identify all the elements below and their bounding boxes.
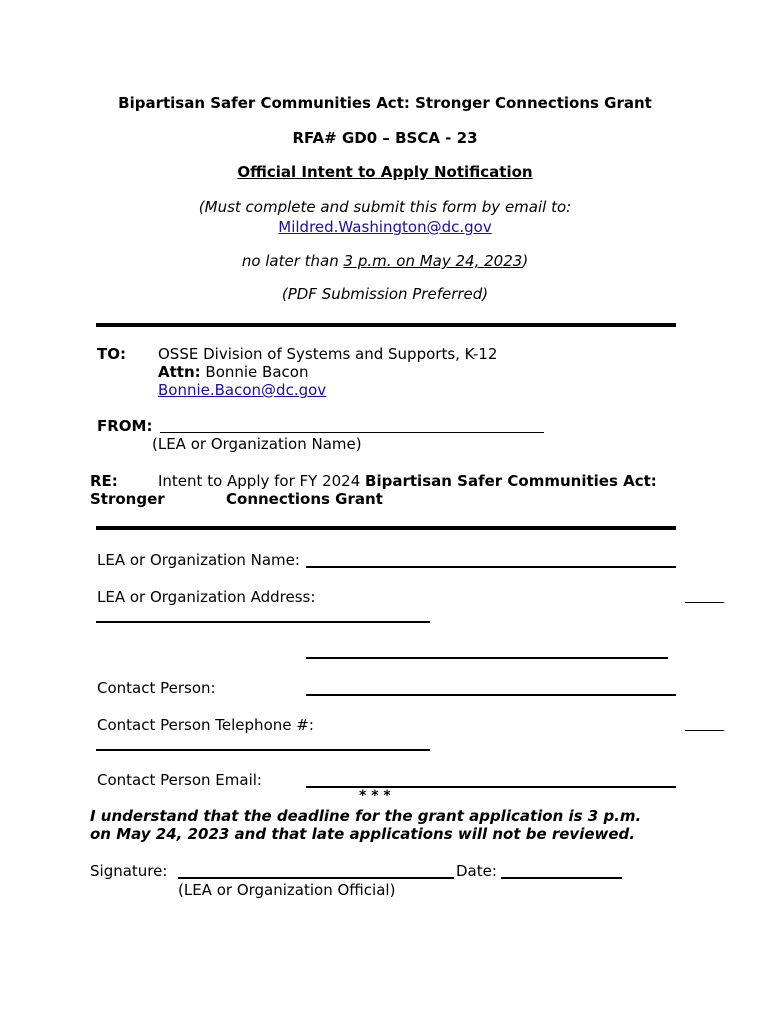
deadline-text [0, 252, 770, 270]
signature-caption: (LEA or Organization Official) [178, 881, 396, 899]
contact-phone-input-line[interactable] [96, 749, 430, 751]
lea-name-input-line[interactable] [306, 566, 676, 568]
contact-person-input-line[interactable] [306, 694, 676, 696]
notice-title: Official Intent to Apply Notification [237, 163, 533, 181]
document-title: Bipartisan Safer Communities Act: Stronger Connections Grant [118, 94, 652, 112]
from-input-line[interactable] [160, 432, 544, 433]
re-text-prefix: Intent to Apply for FY 2024 [158, 472, 366, 490]
contact-phone-line-tail[interactable] [685, 730, 724, 731]
deadline-value: 3 p.m. on May 24, 2023 [343, 252, 523, 270]
re-text-bold: Bipartisan Safer Communities Act: [365, 472, 657, 490]
date-input-line[interactable] [501, 877, 622, 879]
contact-person-label: Contact Person: [97, 679, 216, 697]
contact-phone-label: Contact Person Telephone #: [97, 716, 314, 734]
attn-name: Bonnie Bacon [200, 363, 309, 381]
re-line2-a: Stronger [90, 490, 165, 508]
lea-name-label: LEA or Organization Name: [97, 551, 300, 569]
pdf-note: (PDF Submission Preferred) [281, 285, 489, 303]
contact-email-label: Contact Person Email: [97, 771, 262, 789]
submission-email-link[interactable]: Mildred.Washington@dc.gov [278, 218, 492, 236]
re-line2-b: Connections Grant [226, 490, 383, 508]
to-organization: OSSE Division of Systems and Supports, K-12 [158, 345, 498, 363]
re-label: RE: [90, 472, 118, 490]
rfa-number: RFA# GD0 – BSCA - 23 [292, 129, 478, 147]
acknowledgement-line-1: I understand that the deadline for the grant application is 3 p.m. [90, 807, 642, 825]
section-separator-stars: * * * [359, 788, 391, 804]
attn-line [158, 363, 308, 381]
deadline-prefix: no later than [241, 252, 344, 270]
from-caption: (LEA or Organization Name) [152, 435, 362, 453]
lea-address-label: LEA or Organization Address: [97, 588, 316, 606]
deadline-suffix: ) [522, 252, 529, 270]
acknowledgement-line-2: on May 24, 2023 and that late applications will not be reviewed. [90, 825, 635, 843]
submission-email-row [0, 218, 770, 236]
lea-address-line-tail[interactable] [685, 602, 724, 603]
signature-input-line[interactable] [178, 877, 454, 879]
from-label: FROM: [97, 417, 153, 435]
header-divider [96, 323, 676, 327]
to-label: TO: [97, 345, 126, 363]
lea-address-line-1[interactable] [96, 621, 430, 623]
date-label: Date: [456, 862, 497, 880]
re-text [158, 472, 657, 490]
re-divider [96, 526, 676, 530]
instructions-text: (Must complete and submit this form by email to: [198, 198, 572, 216]
attn-email-link[interactable]: Bonnie.Bacon@dc.gov [158, 381, 327, 399]
attn-label: Attn: [158, 363, 201, 381]
lea-address-line-2[interactable] [306, 657, 668, 659]
attn-email-row [158, 381, 326, 399]
signature-label: Signature: [90, 862, 168, 880]
